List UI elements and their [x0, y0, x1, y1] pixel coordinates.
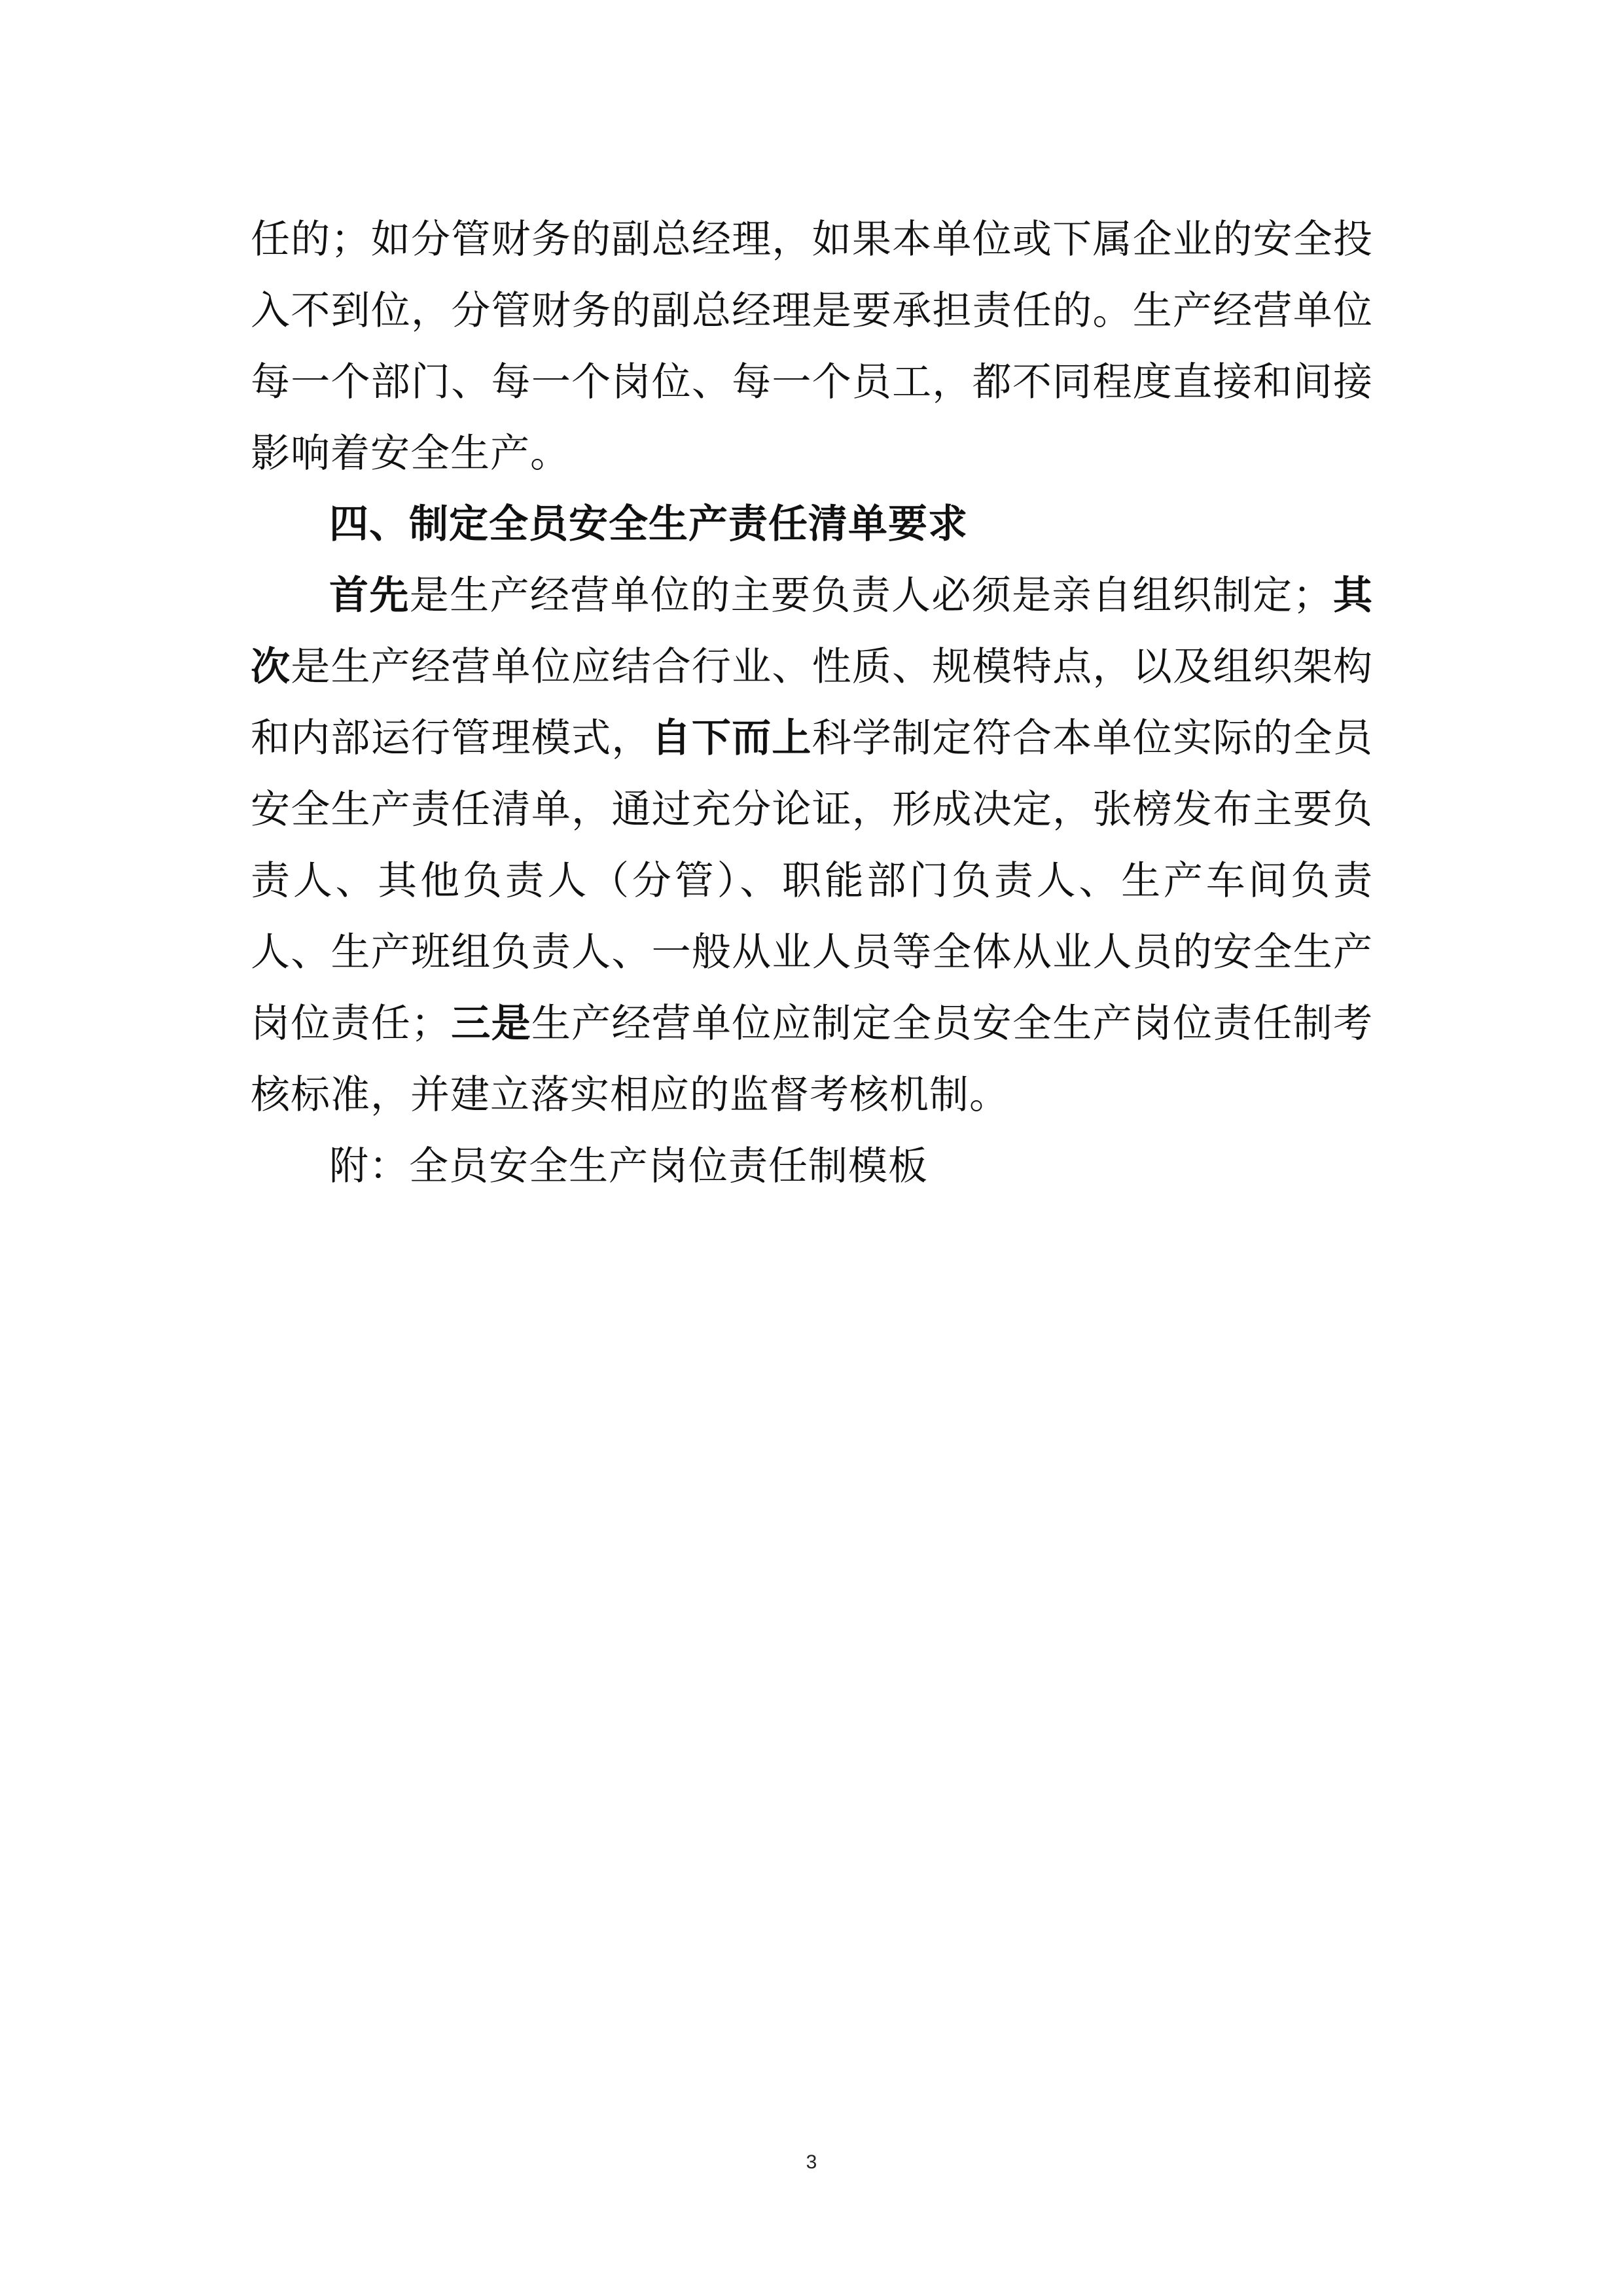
bottom-up-emphasis: 自下而上 — [651, 715, 812, 761]
section-block — [251, 489, 1373, 1202]
first-text: 是生产经营单位的主要负责人必须是亲自组织制定； — [409, 573, 1333, 619]
section-heading: 四、制定全员安全生产责任清单要求 — [329, 501, 968, 547]
second-text-b: 科学制定符合本单位实际的全员安全生产责任清单，通过充分论证，形成决定，张榜发布主要负责人、其他负责人（分管）、职能部门负责人、生产车间负责人、生产班组负责人、一般从业人员等全体从业人员的安全生产岗位责任； — [251, 715, 1374, 1047]
continuation-paragraph: 任的；如分管财务的副总经理，如果本单位或下属企业的安全投入不到位，分管财务的副总经理是要承担责任的。生产经营单位每一个部门、每一个岗位、每一个员工，都不同程度直接和间接影响着安全生产。 — [251, 217, 1373, 476]
first-label: 首先 — [329, 573, 410, 619]
attachment-line: 附：全员安全生产岗位责任制模板 — [329, 1143, 928, 1189]
page-number: 3 — [806, 2151, 817, 2173]
third-text: 生产经营单位应制定全员安全生产岗位责任制考核标准，并建立落实相应的监督考核机制。 — [251, 1001, 1374, 1118]
third-label: 三是 — [451, 1001, 531, 1047]
continuation-block — [251, 204, 1373, 490]
second-text-a: 是生产经营单位应结合行业、性质、规模特点，以及组织架构和内部运行管理模式， — [251, 644, 1374, 761]
second-label: 其次 — [251, 573, 1374, 690]
requirements-paragraph — [251, 560, 1373, 1131]
